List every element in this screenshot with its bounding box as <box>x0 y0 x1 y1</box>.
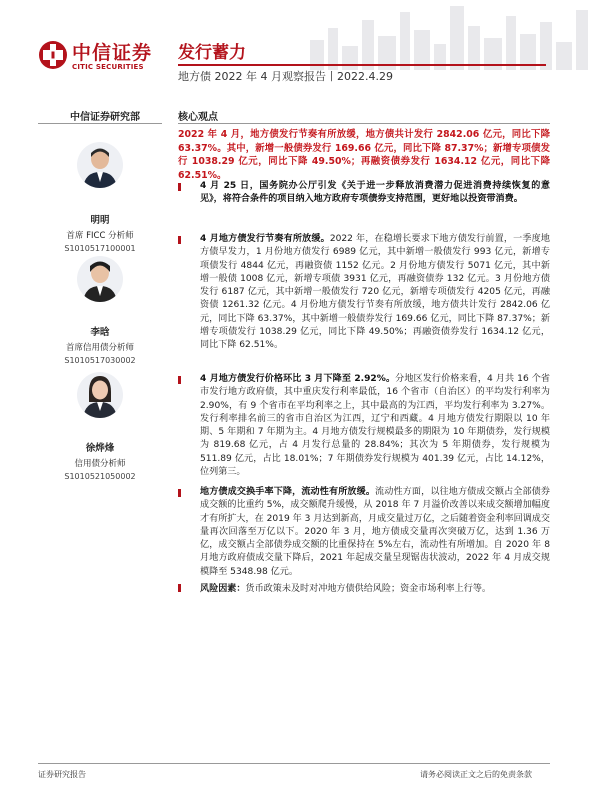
footer-divider <box>38 763 550 764</box>
analyst-avatar-3 <box>77 372 123 418</box>
analyst-name: 徐烨烽 <box>85 443 115 454</box>
bullet-item <box>178 486 550 579</box>
analyst-title: 信用债分析师 <box>74 459 126 469</box>
core-viewpoint-heading: 核心观点 <box>178 112 218 123</box>
analyst-card-3 <box>38 440 162 481</box>
bullet-text: 2022 年，在稳增长要求下地方债发行前置，一季度地方债早发力，1 月份地方债发行 6989 亿元，其中新增一般债发行 993 亿元，新增专项债发行 4844 亿元，再融资债 1152 亿元。2 月份地方债发行 5071 亿元，其中新增一般债 1008 亿元，新增专项债 3931 亿元，再融资债券 132 亿元。3 月份地方债发行 6187 亿元，其中新增一般债发行 720 亿元，新增专项债发行 4205 亿元，再融资债 1261.32 亿元。4 月份地方债发行节奏有所放缓，地方债共计发行 2842.06 亿元，同比下降 63.37%，其中新增一般债券发行 169.66 亿元，同比下降 87.37%；新增专项债发行 1038.29 亿元，同比下降 49.50%；再融资债券发行 1634.12 亿元，同比下降 62.51%。 <box>200 234 550 351</box>
core-divider <box>178 123 550 124</box>
bullet-text: 分地区发行价格来看，4 月共 16 个省市发行地方政府债，其中重庆发行利率最低，16 个省市（自治区）的平均发行利率为 2.90%，有 9 个省市在平均利率之上，其中最高的为江西，平均发行利率为 3.27%。发行利率排名前三的省市自治区为江西，辽宁和西藏。4 月地方债发行期限以 10 年期、5 年期和 7 年期为主。4 月地方债发行规模最多的期限为 10 年期债券，发行规模为 819.68 亿元，占 4 月发行总量的 28.84%；其次为 5 年期债券，发行规模为 511.89 亿元，占比 18.01%；7 年期债券发行规模为 401.39 亿元，占比 14.12%，位列第三。 <box>200 374 550 478</box>
bullet-item <box>178 373 550 479</box>
brand-name-en: CITIC SECURITIES <box>72 63 144 71</box>
risk-label: 风险因素： <box>200 584 246 594</box>
cityscape-background <box>300 0 600 70</box>
analyst-name: 明明 <box>90 215 110 226</box>
bullet-item <box>178 233 550 353</box>
bullet-bold: 4 月地方债发行价格环比 3 月下降至 2.92%。 <box>200 374 396 384</box>
bullet-marker <box>178 376 181 384</box>
bullet-text: 流动性方面，以往地方债成交额占全部债券成交额的比重约 5%，成交额爬升缓慢，从 2018 年 7 月溢价改善以来成交额增加幅度才有所扩大，在 2019 年 3 月达到新高，月成交量过万亿，之后随着资金利率回调成交量再次回落至万亿以下。2020 年 3 月，地方债成交量再次突破万亿，达到 1.36 万亿，成交额占全部债券成交额的比重保持在 5%左右，流动性有所增加。自 2020 年 8 月地方政府债成交量下降后，2021 年起成交量呈现锯齿状波动，2022 年 4 月成交规模降至 5348.98 亿元。 <box>200 487 550 577</box>
footer-left: 证券研究报告 <box>38 770 86 779</box>
bullet-item <box>178 180 550 207</box>
footer-disclaimer: 请务必阅读正文之后的免责条款 <box>420 770 532 779</box>
bullet-marker <box>178 584 181 592</box>
risk-text: 货币政策未及时对冲地方债供给风险；资金市场利率上行等。 <box>245 584 492 594</box>
title-divider <box>178 64 546 66</box>
analyst-title: 首席 FICC 分析师 <box>66 231 134 241</box>
analyst-id: S1010517030002 <box>64 356 136 365</box>
analyst-title: 首席信用债分析师 <box>65 343 134 353</box>
bullet-bold: 4 月 25 日，国务院办公厅引发《关于进一步释放消费潜力促进消费持续恢复的意见》，将符合条件的项目纳入地方政府专项债券支持范围，更好地以投资带消费。 <box>200 181 550 205</box>
report-title: 发行蓄力 <box>178 43 246 63</box>
summary-paragraph: 2022 年 4 月，地方债发行节奏有所放缓，地方债共计发行 2842.06 亿元，同比下降 63.37%。其中，新增一般债券发行 169.66 亿元，同比下降 87.37%；新增专项债发行 1038.29 亿元，同比下降 49.50%；再融资债券发行 1634.12 亿元，同比下降 62.51%。 <box>178 129 550 181</box>
citic-logo-icon <box>38 40 68 70</box>
analyst-name: 李晗 <box>90 327 110 338</box>
analyst-id: S1010521050002 <box>64 472 136 481</box>
analyst-card-1 <box>38 212 162 253</box>
report-subtitle: 地方债 2022 年 4 月观察报告丨2022.4.29 <box>178 70 393 83</box>
department-divider <box>38 123 162 124</box>
analyst-card-2 <box>38 324 162 365</box>
bullet-marker <box>178 183 181 191</box>
risk-factors <box>178 581 491 594</box>
bullet-marker <box>178 236 181 244</box>
analyst-avatar-2 <box>77 256 123 302</box>
bullet-bold: 4 月地方债发行节奏有所放缓。 <box>200 234 330 244</box>
analyst-avatar-1 <box>77 142 123 188</box>
bullet-marker <box>178 489 181 497</box>
department-heading: 中信证券研究部 <box>70 112 140 123</box>
analyst-id: S1010517100001 <box>64 244 136 253</box>
brand-name-cn: 中信证券 <box>72 42 153 64</box>
bullet-bold: 地方债成交换手率下降，流动性有所放缓。 <box>200 487 376 497</box>
